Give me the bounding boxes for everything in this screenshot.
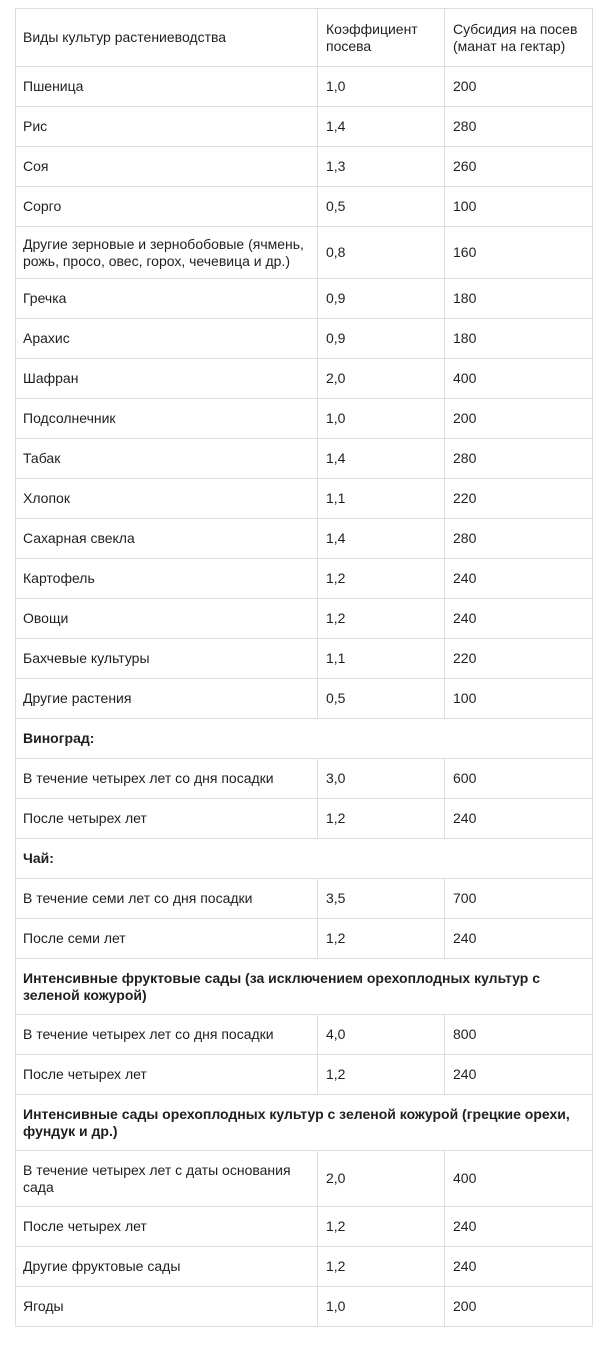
coefficient-cell: 1,2 (318, 799, 445, 839)
crop-name-cell: Соя (16, 147, 318, 187)
subsidy-cell: 180 (445, 319, 593, 359)
table-row (16, 519, 593, 559)
section-row (16, 1095, 593, 1151)
coefficient-cell: 2,0 (318, 359, 445, 399)
subsidy-cell: 280 (445, 519, 593, 559)
table-row (16, 879, 593, 919)
coefficient-cell: 1,4 (318, 519, 445, 559)
crop-name-cell: Овощи (16, 599, 318, 639)
header-crop-type: Виды культур растениеводства (16, 9, 318, 67)
coefficient-cell: 1,2 (318, 559, 445, 599)
crop-name-cell: Рис (16, 107, 318, 147)
crop-name-cell: В течение четырех лет со дня посадки (16, 759, 318, 799)
crop-name-cell: В течение семи лет со дня посадки (16, 879, 318, 919)
crop-name-cell: В течение четырех лет с даты основания сада (16, 1151, 318, 1207)
table-row (16, 1015, 593, 1055)
subsidy-cell: 240 (445, 1207, 593, 1247)
crop-name-cell: Ягоды (16, 1287, 318, 1327)
table-row (16, 279, 593, 319)
subsidy-cell: 220 (445, 479, 593, 519)
table-row (16, 187, 593, 227)
coefficient-cell: 1,2 (318, 1055, 445, 1095)
table-row (16, 399, 593, 439)
coefficient-cell: 1,4 (318, 439, 445, 479)
coefficient-cell: 3,0 (318, 759, 445, 799)
coefficient-cell: 1,0 (318, 1287, 445, 1327)
subsidy-cell: 100 (445, 187, 593, 227)
subsidy-cell: 280 (445, 439, 593, 479)
subsidy-cell: 240 (445, 1055, 593, 1095)
header-coefficient: Коэффициент посева (318, 9, 445, 67)
coefficient-cell: 2,0 (318, 1151, 445, 1207)
table-row (16, 799, 593, 839)
table-row (16, 359, 593, 399)
coefficient-cell: 0,5 (318, 187, 445, 227)
section-title: Виноград: (16, 719, 593, 759)
section-title: Интенсивные сады орехоплодных культур с зеленой кожурой (грецкие орехи, фундук и др.) (16, 1095, 593, 1151)
subsidy-cell: 800 (445, 1015, 593, 1055)
subsidy-table (15, 8, 593, 1327)
table-row (16, 639, 593, 679)
crop-name-cell: Картофель (16, 559, 318, 599)
crop-name-cell: После семи лет (16, 919, 318, 959)
crop-name-cell: После четырех лет (16, 1207, 318, 1247)
coefficient-cell: 1,2 (318, 919, 445, 959)
table-row (16, 1055, 593, 1095)
crop-name-cell: Подсолнечник (16, 399, 318, 439)
coefficient-cell: 0,9 (318, 319, 445, 359)
coefficient-cell: 1,2 (318, 599, 445, 639)
subsidy-cell: 400 (445, 1151, 593, 1207)
coefficient-cell: 3,5 (318, 879, 445, 919)
table-row (16, 759, 593, 799)
coefficient-cell: 1,1 (318, 479, 445, 519)
crop-name-cell: Гречка (16, 279, 318, 319)
crop-name-cell: Хлопок (16, 479, 318, 519)
section-row (16, 839, 593, 879)
table-row (16, 67, 593, 107)
subsidy-cell: 700 (445, 879, 593, 919)
subsidy-cell: 180 (445, 279, 593, 319)
subsidy-cell: 240 (445, 919, 593, 959)
subsidy-cell: 200 (445, 1287, 593, 1327)
subsidy-cell: 240 (445, 1247, 593, 1287)
table-row (16, 559, 593, 599)
crop-name-cell: Другие фруктовые сады (16, 1247, 318, 1287)
subsidy-cell: 200 (445, 67, 593, 107)
coefficient-cell: 1,2 (318, 1247, 445, 1287)
section-title: Интенсивные фруктовые сады (за исключением орехоплодных культур с зеленой кожурой) (16, 959, 593, 1015)
table-row (16, 679, 593, 719)
subsidy-cell: 220 (445, 639, 593, 679)
section-row (16, 959, 593, 1015)
subsidy-cell: 400 (445, 359, 593, 399)
coefficient-cell: 1,2 (318, 1207, 445, 1247)
crop-name-cell: Сорго (16, 187, 318, 227)
crop-name-cell: После четырех лет (16, 799, 318, 839)
subsidy-cell: 600 (445, 759, 593, 799)
table-row (16, 319, 593, 359)
subsidy-cell: 200 (445, 399, 593, 439)
coefficient-cell: 4,0 (318, 1015, 445, 1055)
header-subsidy: Субсидия на посев (манат на гектар) (445, 9, 593, 67)
coefficient-cell: 0,8 (318, 227, 445, 279)
crop-name-cell: Табак (16, 439, 318, 479)
crop-name-cell: Бахчевые культуры (16, 639, 318, 679)
coefficient-cell: 1,1 (318, 639, 445, 679)
subsidy-cell: 240 (445, 799, 593, 839)
table-row (16, 227, 593, 279)
crop-name-cell: Шафран (16, 359, 318, 399)
table-row (16, 599, 593, 639)
crop-name-cell: Сахарная свекла (16, 519, 318, 559)
crop-name-cell: После четырех лет (16, 1055, 318, 1095)
crop-name-cell: Пшеница (16, 67, 318, 107)
table-row (16, 1287, 593, 1327)
subsidy-cell: 100 (445, 679, 593, 719)
subsidy-cell: 240 (445, 599, 593, 639)
subsidy-cell: 160 (445, 227, 593, 279)
coefficient-cell: 1,0 (318, 399, 445, 439)
coefficient-cell: 1,3 (318, 147, 445, 187)
crop-name-cell: В течение четырех лет со дня посадки (16, 1015, 318, 1055)
coefficient-cell: 1,0 (318, 67, 445, 107)
crop-name-cell: Другие растения (16, 679, 318, 719)
table-row (16, 919, 593, 959)
subsidy-cell: 260 (445, 147, 593, 187)
table-row (16, 439, 593, 479)
table-row (16, 1247, 593, 1287)
subsidy-cell: 280 (445, 107, 593, 147)
table-row (16, 1207, 593, 1247)
subsidy-cell: 240 (445, 559, 593, 599)
section-title: Чай: (16, 839, 593, 879)
coefficient-cell: 0,5 (318, 679, 445, 719)
table-row (16, 147, 593, 187)
coefficient-cell: 0,9 (318, 279, 445, 319)
table-row (16, 479, 593, 519)
table-row (16, 1151, 593, 1207)
crop-name-cell: Другие зерновые и зернобобовые (ячмень, рожь, просо, овес, горох, чечевица и др.) (16, 227, 318, 279)
crop-name-cell: Арахис (16, 319, 318, 359)
table-header-row (16, 9, 593, 67)
section-row (16, 719, 593, 759)
coefficient-cell: 1,4 (318, 107, 445, 147)
table-row (16, 107, 593, 147)
